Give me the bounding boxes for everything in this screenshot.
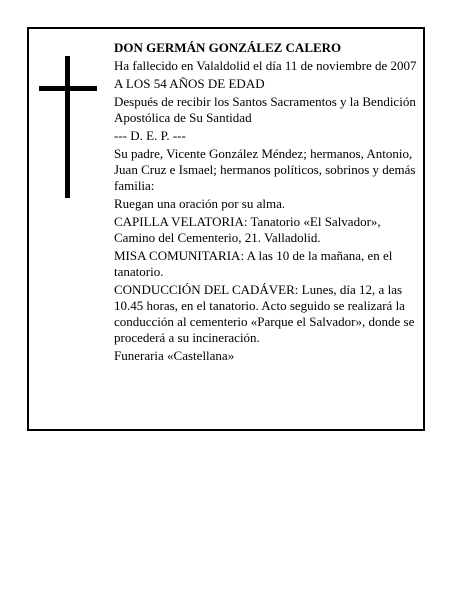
cross-horizontal-bar bbox=[39, 86, 97, 91]
family-list: Su padre, Vicente González Méndez; hermanos, Antonio, Juan Cruz e Ismael; hermanos políticos, sobrinos y demás familia: bbox=[114, 146, 416, 193]
prayer-request: Ruegan una oración por su alma. bbox=[114, 196, 286, 211]
age-at-death: A LOS 54 AÑOS DE EDAD bbox=[114, 76, 265, 91]
obituary-text bbox=[114, 40, 422, 366]
funeral-home: Funeraria «Castellana» bbox=[114, 348, 235, 363]
procession-heading: CONDUCCIÓN DEL CADÁVER: bbox=[114, 282, 299, 297]
procession-details: Lunes, día 12, a las 10.45 horas, en el tanatorio. Acto seguido se realizará la conducción al cementerio «Parque el Salvador», donde se procederá a su incineración. bbox=[114, 282, 415, 345]
sacraments-statement: Después de recibir los Santos Sacramentos y la Bendición Apostólica de Su Santidad bbox=[114, 94, 416, 125]
cross-vertical-bar bbox=[65, 56, 70, 198]
community-mass: MISA COMUNITARIA: A las 10 de la mañana, en el tanatorio. bbox=[114, 248, 393, 279]
latin-cross-icon bbox=[39, 56, 97, 198]
wake-chapel: CAPILLA VELATORIA: Tanatorio «El Salvador», Camino del Cementerio, 21. Valladolid. bbox=[114, 214, 381, 245]
deceased-name: DON GERMÁN GONZÁLEZ CALERO bbox=[114, 40, 342, 55]
obituary-notice bbox=[27, 27, 425, 431]
rest-in-peace: --- D. E. P. --- bbox=[114, 128, 186, 143]
death-announcement: Ha fallecido en Valaldolid el día 11 de noviembre de 2007 bbox=[114, 58, 417, 73]
funeral-procession bbox=[114, 282, 422, 346]
